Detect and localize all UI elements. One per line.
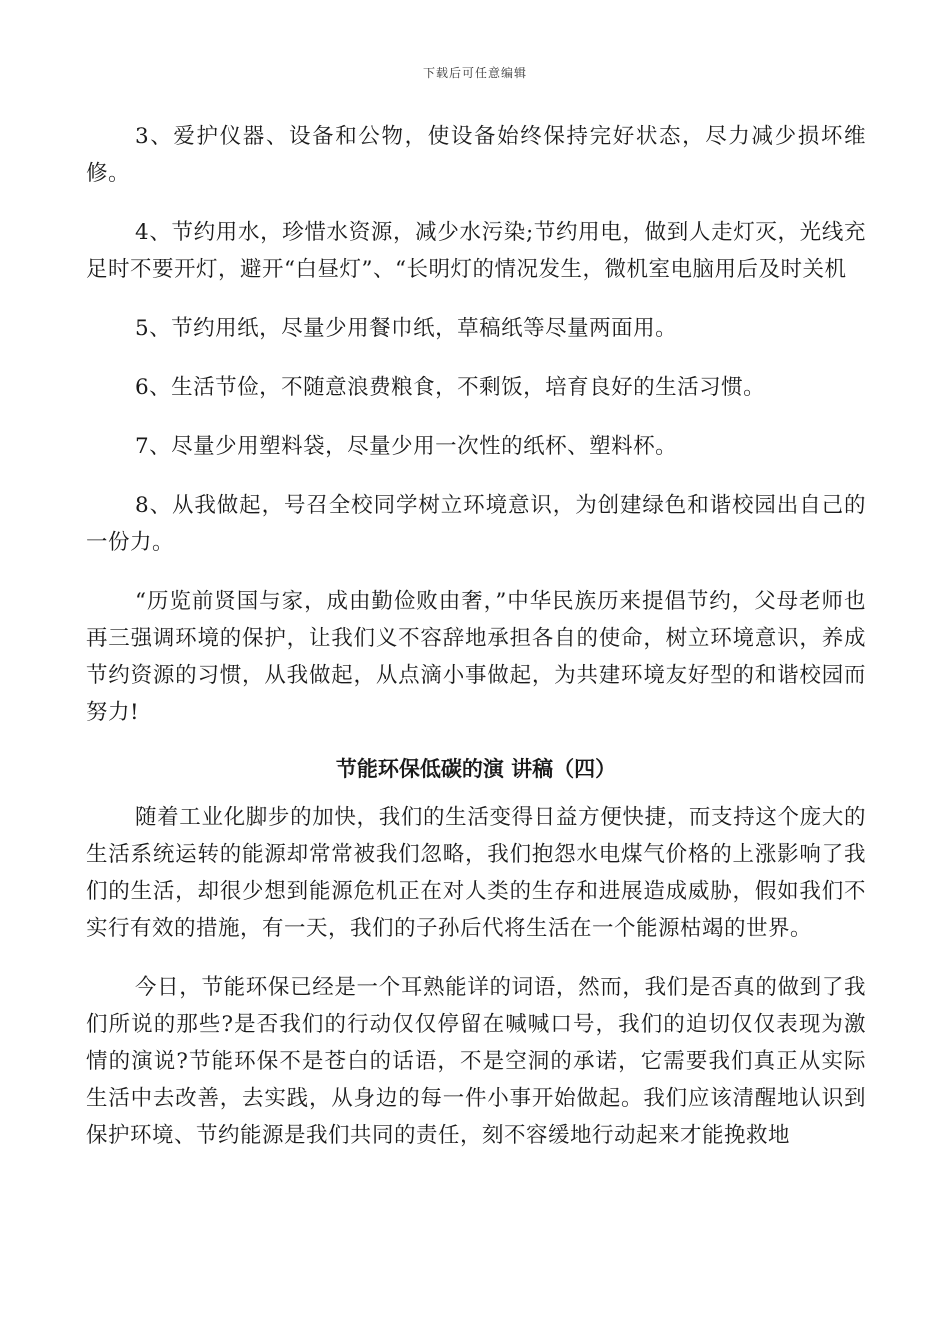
section-paragraph-2: 今日，节能环保已经是一个耳熟能详的词语，然而，我们是否真的做到了我们所说的那些?是否我们的行动仅仅停留在喊喊口号，我们的迫切仅仅表现为激情的演说?节能环保不是苍白的话语，不是空洞的承诺，它需要我们真正从实际生活中去改善，去实践，从身边的每一件小事开始做起。我们应该清醒地认识到保护环境、节约能源是我们共同的责任，刻不容缓地行动起来才能挽救地 (86, 975, 866, 1148)
closing-paragraph: “历览前贤国与家，成由勤俭败由奢，”中华民族历来提倡节约，父母老师也再三强调环境的保护，让我们义不容辞地承担各自的使命，树立环境意识，养成节约资源的习惯，从我做起，从点滴小事做起，为共建环境友好型的和谐校园而努力! (86, 589, 866, 725)
paragraph-item-7: 7、尽量少用塑料袋，尽量少用一次性的纸杯、塑料杯。 (135, 434, 678, 459)
section-title: 节能环保低碳的演 讲稿（四） (335, 757, 617, 781)
paragraph-item-3: 3、爱护仪器、设备和公物，使设备始终保持完好状态，尽力减少损坏维修。 (86, 124, 866, 186)
section-paragraph-1: 随着工业化脚步的加快，我们的生活变得日益方便快捷，而支持这个庞大的生活系统运转的能源却常常被我们忽略，我们抱怨水电煤气价格的上涨影响了我们的生活，却很少想到能源危机正在对人类的生存和进展造成威胁，假如我们不实行有效的措施，有一天，我们的子孙后代将生活在一个能源枯竭的世界。 (86, 805, 866, 941)
paragraph-item-6: 6、生活节俭，不随意浪费粮食，不剩饭，培育良好的生活习惯。 (135, 375, 766, 400)
document-body (86, 118, 866, 1176)
paragraph-item-5: 5、节约用纸，尽量少用餐巾纸，草稿纸等尽量两面用。 (135, 316, 678, 341)
paragraph-item-4: 4、节约用水，珍惜水资源，减少水污染;节约用电，做到人走灯灭，光线充足时不要开灯，避开“白昼灯”、“长明灯的情况发生，微机室电脑用后及时关机 (86, 220, 866, 282)
paragraph-item-8: 8、从我做起，号召全校同学树立环境意识，为创建绿色和谐校园出自己的一份力。 (86, 493, 866, 555)
page-header: 下载后可任意编辑 (422, 66, 527, 80)
